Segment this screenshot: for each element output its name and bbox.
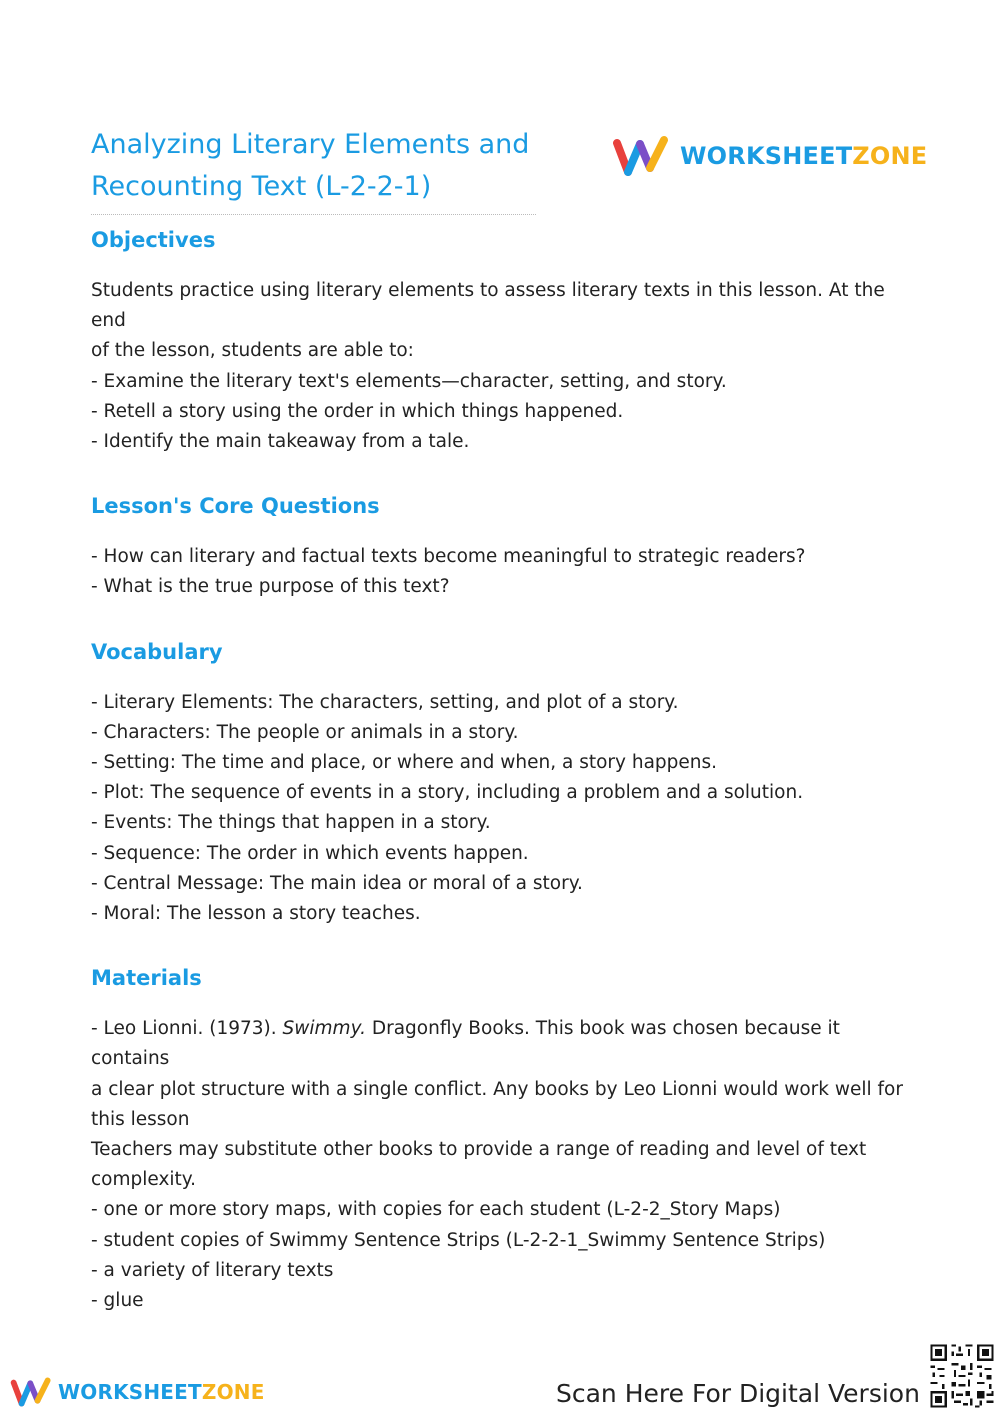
vocabulary-line: - Literary Elements: The characters, setting, and plot of a story.: [91, 691, 679, 713]
materials-book-title: Swimmy.: [282, 1018, 366, 1040]
materials-line: a clear plot structure with a single conflict. Any books by Leo Lionni would work well for: [91, 1078, 903, 1100]
title-line-2: Recounting Text (L-2-2-1): [91, 171, 432, 202]
vocabulary-line: - Events: The things that happen in a story.: [91, 812, 491, 834]
worksheetzone-logo-icon: [10, 1376, 52, 1408]
objectives-line: - Identify the main takeaway from a tale.: [91, 431, 470, 453]
materials-line: - one or more story maps, with copies for each student (L-2-2_Story Maps): [91, 1199, 781, 1221]
vocabulary-line: - Central Message: The main idea or moral of a story.: [91, 872, 583, 894]
materials-line: this lesson: [91, 1108, 190, 1130]
materials-line: complexity.: [91, 1169, 196, 1191]
core-questions-heading: Lesson's Core Questions: [91, 494, 380, 519]
core-question-line: - What is the true purpose of this text?: [91, 576, 450, 598]
materials-citation-prefix: - Leo Lionni. (1973).: [91, 1018, 283, 1040]
brand-name-part1: WORKSHEET: [680, 142, 853, 170]
core-questions-body: [91, 542, 911, 602]
materials-line: - a variety of literary texts: [91, 1259, 334, 1281]
page-title: [91, 124, 536, 215]
worksheetzone-logo-icon: [612, 134, 670, 178]
footer-brand-part1: WORKSHEET: [58, 1380, 202, 1404]
objectives-body: [91, 276, 911, 457]
brand-name: [680, 142, 927, 170]
title-line-1: Analyzing Literary Elements and: [91, 129, 530, 160]
scan-caption: Scan Here For Digital Version: [556, 1379, 920, 1408]
vocabulary-heading: Vocabulary: [91, 639, 223, 664]
objectives-line: - Examine the literary text's elements—character, setting, and story.: [91, 370, 727, 392]
footer-brand-name: [58, 1380, 265, 1404]
brand-name-part2: ZONE: [852, 142, 928, 170]
vocabulary-line: - Characters: The people or animals in a story.: [91, 721, 519, 743]
footer-logo: [10, 1374, 265, 1410]
vocabulary-line: - Moral: The lesson a story teaches.: [91, 903, 421, 925]
vocabulary-line: - Setting: The time and place, or where and when, a story happens.: [91, 752, 718, 774]
materials-body: [91, 1014, 911, 1316]
objectives-line: of the lesson, students are able to:: [91, 340, 414, 362]
materials-line: [91, 1014, 911, 1074]
objectives-heading: Objectives: [91, 228, 216, 252]
objectives-line: - Retell a story using the order in which things happened.: [91, 400, 624, 422]
lesson-content: [91, 224, 911, 1316]
core-question-line: - How can literary and factual texts become meaningful to strategic readers?: [91, 546, 806, 568]
footer-brand-part2: ZONE: [201, 1380, 265, 1404]
materials-line: Teachers may substitute other books to provide a range of reading and level of text: [91, 1139, 867, 1161]
materials-line: - student copies of Swimmy Sentence Strips (L-2-2-1_Swimmy Sentence Strips): [91, 1229, 826, 1251]
vocabulary-line: - Sequence: The order in which events happen.: [91, 842, 529, 864]
materials-citation-rest: Dragonfly Books. This book was chosen because it contains: [91, 1018, 840, 1070]
vocabulary-line: - Plot: The sequence of events in a story, including a problem and a solution.: [91, 782, 804, 804]
vocabulary-body: [91, 688, 911, 930]
objectives-line: Students practice using literary elements to assess literary texts in this lesson. At the end: [91, 280, 885, 332]
qr-code-icon[interactable]: [928, 1342, 996, 1410]
materials-heading: Materials: [91, 966, 202, 991]
header-logo: [612, 134, 927, 178]
materials-line: - glue: [91, 1290, 144, 1312]
